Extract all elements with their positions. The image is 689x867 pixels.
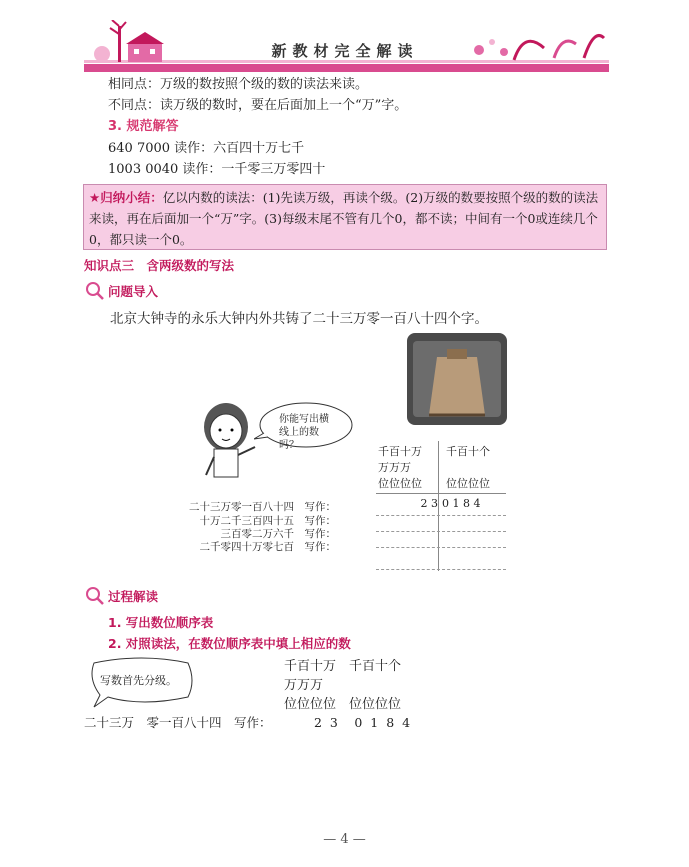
standard-answer-heading: 3. 规范解答 [108, 119, 179, 134]
table-header-top-left: 千百十万 [378, 445, 422, 458]
bell-photo-icon [407, 333, 507, 425]
house-icon [126, 32, 164, 62]
swirl-decoration-icon [474, 36, 604, 61]
table-header-bottom-right: 位位位位 [446, 477, 490, 490]
row-4-rule [376, 569, 506, 570]
magnifier-icon [84, 280, 106, 300]
process-step-1: 1. 写出数位顺序表 [108, 615, 214, 630]
speech-text: 你能写出横线上的数吗？ [279, 414, 329, 451]
question-intro-text: 北京大钟寺的永乐大钟内外共铸了二十三万零一百八十四个字。 [110, 311, 488, 327]
header-title: 新教材完全解读 [271, 42, 419, 60]
summary-text: 亿以内数的读法：(1)先读万级，再读个级。(2)万级的数要按照个级的数的读法来读，再在后面加一个“万”字。(3)每级末尾不管有几个0，都不读；中间有一个0或连续几个0，都只读一个0。 [89, 190, 599, 247]
table-header-mid: 万万万 [378, 461, 411, 474]
example-line-1: 640 7000 读作：六百四十万七千 [108, 141, 305, 156]
row-2-rule [376, 531, 506, 532]
row-1-ge-value: 0 1 8 4 [442, 497, 481, 510]
summary-box [83, 184, 607, 250]
row-1-rule [376, 515, 506, 516]
process-row-label: 二十三万 零一百八十四 写作： [84, 715, 272, 730]
diff-point-text: 不同点：读万级的数时，要在后面加上一个“万”字。 [108, 98, 408, 113]
table-header-rule [376, 493, 506, 494]
process-label: 过程解读 [108, 589, 159, 604]
process-header [84, 585, 106, 609]
page-number: — 4 — [323, 832, 366, 847]
same-point-text: 相同点：万级的数按照个级的数的读法来读。 [108, 77, 369, 92]
illustration [176, 333, 516, 573]
process-header-mid: 万万万 [284, 678, 324, 693]
thought-bubble-text: 写数首先分级。 [100, 674, 177, 687]
process-header-top: 千百十万 千百十个 [284, 659, 402, 674]
question-intro-label: 问题导入 [108, 284, 159, 299]
process-step-2: 2. 对照读法，在数位顺序表中填上相应的数 [108, 636, 351, 651]
process-header-bottom: 位位位位 位位位位 [284, 697, 402, 712]
question-intro-header [84, 280, 106, 304]
row-label-3: 三百零二万六千 写作： [220, 528, 336, 540]
row-3-rule [376, 547, 506, 548]
row-label-2: 十万二千三百四十五 写作： [199, 515, 336, 527]
magnifier-icon [84, 585, 106, 605]
example-line-2: 1003 0040 读作：一千零三万零四十 [108, 162, 326, 177]
summary-label: ★归纳小结： [89, 190, 163, 205]
row-label-4: 二千零四十万零七百 写作： [199, 541, 336, 553]
tree-icon [110, 20, 126, 62]
table-header-bottom-left: 位位位位 [378, 477, 422, 490]
table-header-top-right: 千百十个 [446, 445, 490, 458]
row-label-1: 二十三万零一百八十四 写作： [189, 501, 336, 513]
process-row-value: 2 3 0 1 8 4 [314, 715, 413, 730]
row-1-wan-value: 2 3 [420, 497, 438, 510]
knowledge-point-title: 知识点三 含两级数的写法 [84, 258, 235, 273]
